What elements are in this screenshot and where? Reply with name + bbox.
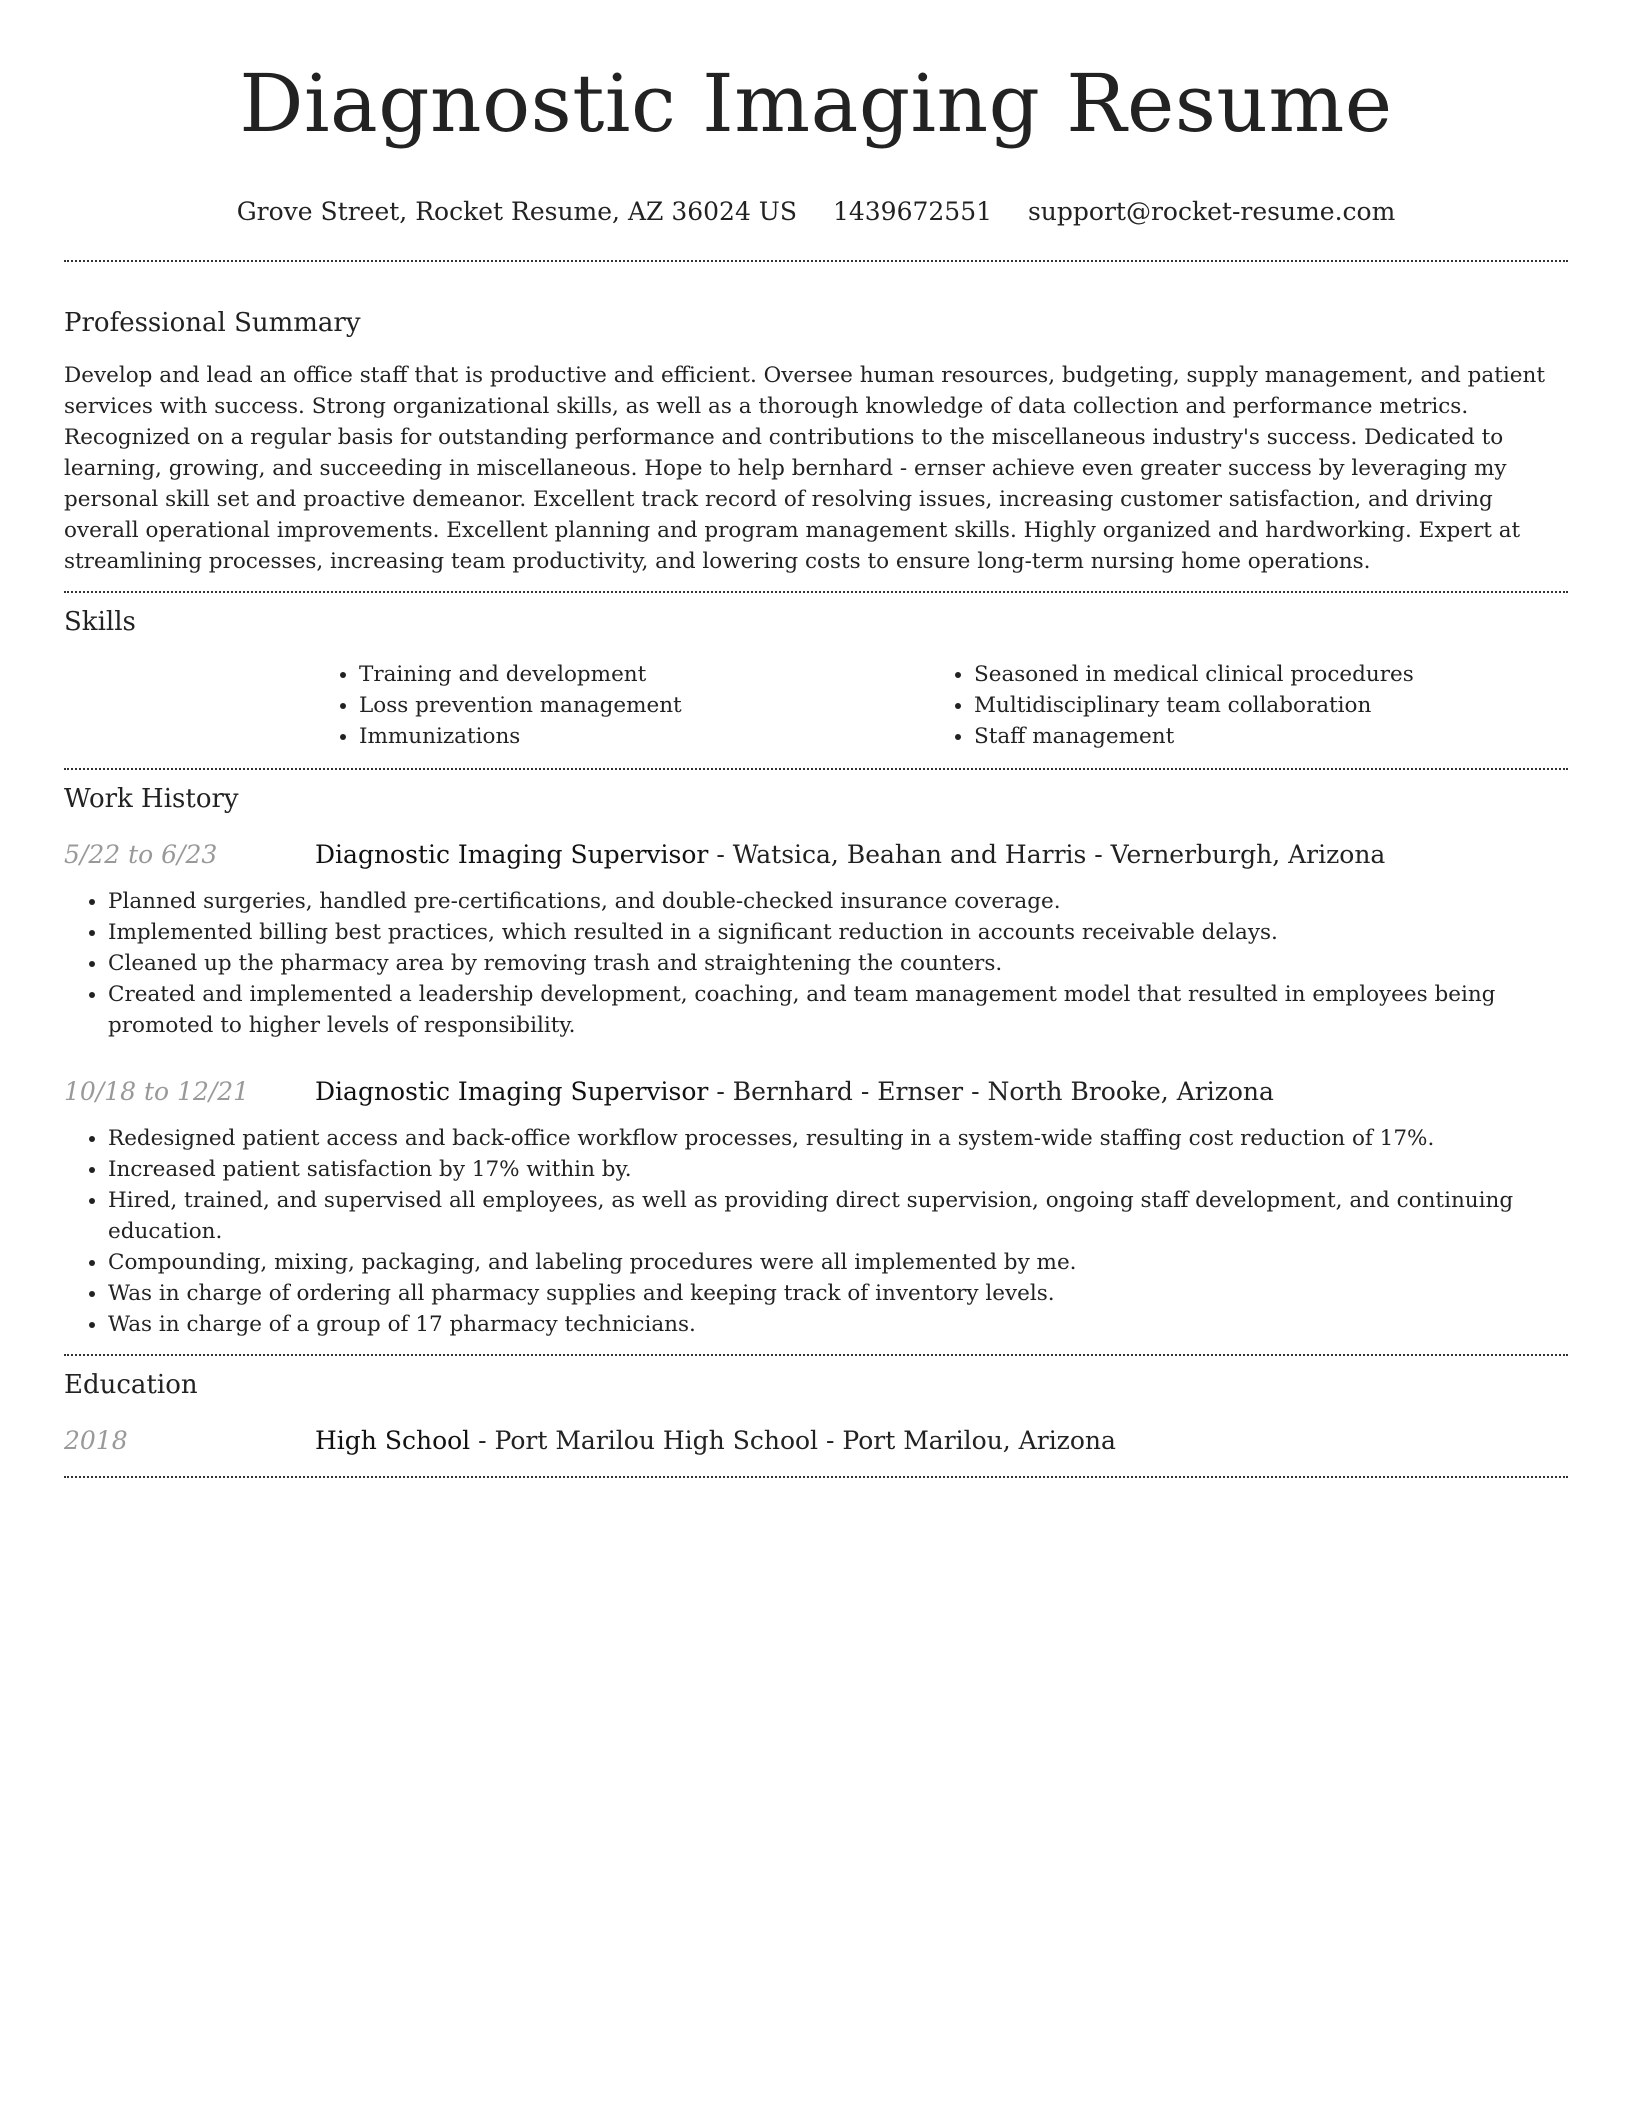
contact-phone: 1439672551 <box>832 197 993 226</box>
contact-address: Grove Street, Rocket Resume, AZ 36024 US <box>236 197 797 226</box>
job-title <box>315 1075 1274 1109</box>
education-section <box>64 1368 1568 1458</box>
job-bullet: • Was in charge of a group of 17 pharmacy technicians. <box>108 1309 1568 1340</box>
resume-title: Diagnostic Imaging Resume <box>239 57 1393 150</box>
divider <box>64 1354 1568 1356</box>
job-entry <box>64 838 1568 1041</box>
skill-item: • Seasoned in medical clinical procedures <box>974 659 1545 690</box>
job-bullets <box>64 1123 1568 1340</box>
summary-text: Develop and lead an office staff that is productive and efficient. Oversee human resources, budgeting, supply management, and patient services with success. Strong organizational skills, as well as a thorough knowledge of data collection and performance metrics. Recognized on a regular basis for outstanding performance and contributions to the miscellaneous industry's success. Dedicated to learning, growing, and succeeding in miscellaneous. Hope to help bernhard - ernser achieve even greater success by leveraging my personal skill set and proactive demeanor. Excellent track record of resolving issues, increasing customer satisfaction, and driving overall operational improvements. Excellent planning and program management skills. Highly organized and hardworking. Expert at streamlining processes, increasing team productivity, and lowering costs to ensure long-term nursing home operations. <box>64 363 1545 574</box>
job-bullet: • Redesigned patient access and back-office workflow processes, resulting in a system-wide staffing cost reduction of 17%. <box>108 1123 1568 1154</box>
education-dates: 2018 <box>64 1426 128 1455</box>
job-title <box>315 838 1385 872</box>
education-title <box>315 1424 1116 1458</box>
job-header <box>64 838 1568 872</box>
job-bullet: • Hired, trained, and supervised all employees, as well as providing direct supervision, ongoing staff development, and continuing education. <box>108 1185 1568 1247</box>
job-employer: - Bernhard - Ernser - North Brooke, Arizona <box>708 1077 1274 1106</box>
education-entry <box>64 1424 1568 1458</box>
education-heading: Education <box>64 1370 198 1400</box>
job-bullets <box>64 886 1568 1041</box>
skills-column-left <box>315 659 930 752</box>
skill-item: • Staff management <box>974 721 1545 752</box>
education-degree: High School <box>315 1426 471 1455</box>
job-role: Diagnostic Imaging Supervisor <box>315 1077 709 1106</box>
skill-item: • Training and development <box>359 659 930 690</box>
work-heading: Work History <box>64 784 239 814</box>
job-header <box>64 1075 1568 1109</box>
work-section <box>64 782 1568 1340</box>
job-bullet: • Compounding, mixing, packaging, and labeling procedures were all implemented by me. <box>108 1247 1568 1278</box>
skills-heading: Skills <box>64 607 136 637</box>
job-bullet: • Increased patient satisfaction by 17% within by. <box>108 1154 1568 1185</box>
job-entry <box>64 1075 1568 1340</box>
skill-item: • Immunizations <box>359 721 930 752</box>
skills-grid <box>315 659 1568 752</box>
summary-section <box>64 306 1568 577</box>
divider <box>64 1476 1568 1478</box>
summary-heading: Professional Summary <box>64 308 361 338</box>
divider <box>64 768 1568 770</box>
divider <box>64 591 1568 593</box>
job-employer: - Watsica, Beahan and Harris - Vernerburgh, Arizona <box>708 840 1386 869</box>
contact-line <box>64 194 1568 230</box>
education-header <box>64 1424 1568 1458</box>
skill-item: • Loss prevention management <box>359 690 930 721</box>
divider <box>64 260 1568 262</box>
job-bullet: • Cleaned up the pharmacy area by removing trash and straightening the counters. <box>108 948 1568 979</box>
contact-email: support@rocket-resume.com <box>1027 197 1396 226</box>
skill-item: • Multidisciplinary team collaboration <box>974 690 1545 721</box>
skills-column-right <box>930 659 1545 752</box>
job-dates: 10/18 to 12/21 <box>64 1077 250 1106</box>
education-school: - Port Marilou High School - Port Marilou, Arizona <box>470 1426 1116 1455</box>
job-bullet: • Was in charge of ordering all pharmacy supplies and keeping track of inventory levels. <box>108 1278 1568 1309</box>
skills-section <box>64 605 1568 752</box>
job-dates: 5/22 to 6/23 <box>64 840 218 869</box>
job-role: Diagnostic Imaging Supervisor <box>315 840 709 869</box>
job-bullet: • Implemented billing best practices, which resulted in a significant reduction in accounts receivable delays. <box>108 917 1568 948</box>
job-bullet: • Planned surgeries, handled pre-certifications, and double-checked insurance coverage. <box>108 886 1568 917</box>
job-bullet: • Created and implemented a leadership development, coaching, and team management model that resulted in employees being promoted to higher levels of responsibility. <box>108 979 1568 1041</box>
